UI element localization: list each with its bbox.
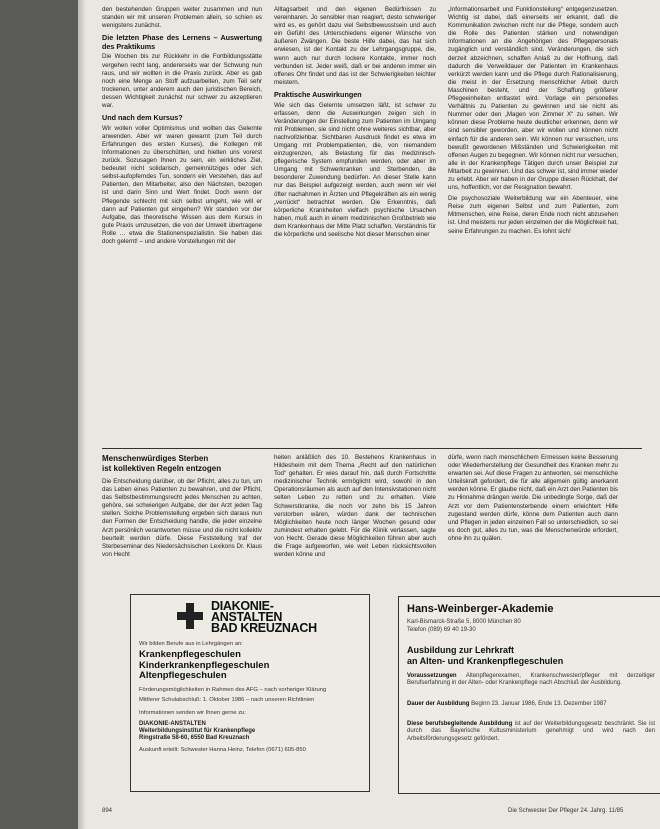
brand-line-3: BAD KREUZNACH (211, 621, 317, 635)
heading-praxis: Praktische Auswirkungen (274, 89, 362, 99)
paragraph: Die Entscheidung darüber, ob der Pflicht, alles zu tun, um das Leben eines Patienten zu bewahren, und der Pflicht, das Selbstbestimmungsrecht jedes Menschen zu achten, gehöre, sei schwierigen Aufgabe, der der Arzt jeden Tag stellen. Solche Problemstellung ergeben sich daraus nun den Formen der Entscheidung handle, die jeder einzelne Arzt persönlich verantworten müsse und die nicht kollektiv beurteilt werden dürfe. Diese Feststellung traf der Sterbeseminar des Niedersächsischen Lexikons Dr. Klaus von Hecht (102, 478, 262, 558)
requirements-text: Altenpflegerexamen, Krankenschwester/pfleger mit derzeitiger Berufserfahrung in der Alten- oder Krankenpflege nach Abschluß der Ausbildung. (407, 673, 655, 687)
paragraph: Wir wollen voller Optimismus und wollten das Gelernte anwenden. Aber wir waren gewarnt (zum Teil durch Erfahrungen des ersten Kurses), die Kollegen mit Informationen zu überschütten, und hielten uns vorerst zurück. Sozusagen Ihnen zu sein, ein wirkliches Ziel, bedeutet nicht solidarisch, gemeinnütziges oder sich selbst-aufopferndes Tun, sondern ein Verstehen, das auf Patienten, den Mitarbeiter, also den Nächsten, bezogen ist und darin Sinn und Wert findet. Doch wenn der Pflegende schlecht mit sich selbst umgeht, wie will er dann auf Patienten gut eingehen? Wir standen vor der Aufgabe, das theoretische Wissen aus dem Kursus in gute Praxis umzusetzen, die von der Umwelt übertragene Rolle … etwa die Stationenspezialistin. Sie haben das doch gelernt! – und andere Vorstellungen mit der (102, 124, 262, 246)
training-title (407, 645, 563, 666)
school-item: Altenpflegeschulen (139, 670, 227, 681)
akademie-phone: Telefon (089) 69 40 19-30 (407, 627, 476, 633)
note-text: ist auf der Weiterbildungsgesetz beschränkt. Sie ist durch das Bayerische Kultusministerium genehmigt und wird nach den Arbeitsförderungsgesetz gefördert. (407, 721, 656, 742)
section-column-3 (448, 454, 618, 546)
article-column-3 (448, 6, 618, 239)
duration-text: Beginn 23. Januar 1986, Ende 13. Dezember 1987 (471, 701, 607, 707)
address-line: Weiterbildungsinstitut für Krankenpflege (139, 728, 256, 735)
akademie-name: Hans-Weinberger-Akademie (407, 603, 554, 615)
diakonie-brand (211, 601, 317, 634)
paragraph: Die Wochen bis zur Rückkehr in die Fortbildungsstätte vergehen recht lang, andererseits war der Schwung nun raus, und wir wollten in die Praxis zurück. Aber es gab noch eine Menge an Stoff aufzuarbeiten, zum Teil sehr trockenen, unter anderem auch den juristischen Bereich, dessen Wichtigkeit zunächst nur schwer zu akzeptieren war. (102, 53, 262, 110)
paragraph: Die psychosoziale Weiterbildung war ein Abenteuer, eine Reise zum eigenen Selbst und zum Patienten, zum Mitmenschen, eine Reise, deren Ende noch nicht abzusehen ist. Und meistens nur jeden einzelnen der die Möglichkeit hat, seine Erfahrungen zu machen. Es lohnt sich! (448, 195, 618, 235)
article-column-1 (102, 6, 262, 249)
contact-intro: Informationen senden wir Ihnen gerne zu: (139, 710, 246, 716)
paragraph: Wie sich das Gelernte umsetzen läßt, ist schwer zu erfassen, denn die Auswirkungen zeigen sich in Veränderungen der Einstellung zum Patienten im Umgang mit Problemen, sie sind nicht ohne weiteres sichtbar, aber nachvollziehbar. Sichtbaren Ausdruck findet es etwa im Umgang mit Problempatienten, die, von niemandem einzugrenzen, als Belastung für das medizinisch-pflegerische System empfunden werden, oder aber im Umgang mit Schwerkranken und Sterbenden, die besonderer Zuwendung bedürfen. An dieser Stelle kann nur das Beispiel aufgezeigt werden, auch wenn wir viel öfter nachahmen in Ärzten und Pflegekräften als ein wenig „verrückt“ betrachtet werden. Die Erkenntnis, daß körperliche Krankheiten vielfach psychische Ursachen haben, muß auch in einem medizinischen Großbetrieb wie dem Krankenhaus der Mitte Platz schaffen. Verständnis für die körperliche und seelische Not dieser Menschen einer (274, 101, 436, 239)
journal-footer: Die Schwester Der Pfleger 24. Jahrg. 11/85 (508, 808, 624, 814)
paragraph: den bestehenden Gruppen weiter zusammen und nun standen wir mit unseren Problemen allein, so schien es wenigstens zunächst. (102, 6, 262, 30)
section-title (102, 454, 272, 473)
document-page (78, 0, 660, 829)
school-item: Krankenpflegeschulen (139, 649, 241, 660)
paragraph: dürfe, wenn nach menschlichem Ermessen keine Besserung oder Wiederherstellung der Gesundheit des Kranken mehr zu erwarten sei. Auf diese Fragen zu antworten, sei menschliche Urteilskraft gefordert, die für alle allgemein gültig anerkannt werden könne. Er glaube nicht, daß ein Arzt den Patienten bis zu Hinnahme drängen werde. Die unbedingte Sorge, daß der Arzt vor dem Patientensterbende einem erleichtert Hilfe zugestand werden dürfe, könne dem Patienten auch dann und Pflegen in jeden einzelnen Fall so unterschiedlich, so sei es doch gut, alles zu tun, was die Menschenwürde erfordert, ohne ihn zu quälen. (448, 454, 618, 542)
heading-kurs: Und nach dem Kursus? (102, 113, 183, 123)
contact-phone: Auskunft erteilt: Schwester Hanna Heinz, Telefon (0671) 605-850 (139, 747, 306, 753)
duration (407, 701, 655, 708)
akademie-address: Karl-Bismarck-Straße 5, 8000 München 80 (407, 619, 521, 625)
address-line: DIAKONIE-ANSTALTEN (139, 721, 206, 727)
training-title-line-2: an Alten- und Krankenpflegeschulen (407, 655, 564, 666)
section-divider (102, 448, 642, 449)
brand-line-2: ANSTALTEN (211, 610, 283, 624)
school-list (139, 650, 269, 682)
section-column-1 (102, 478, 262, 562)
page-number: 894 (102, 808, 113, 814)
paragraph: heiten anläßlich des 10. Bestehens Krankenhaus in Hildesheim mit dem Thema „Recht auf den natürlichen Tod“ gehalten. Er wies darauf hin, daß durch Fortschritte medizinischer Technik ermöglicht wird, sowohl in den Operationsräumen als auch auf den Intensivstationen nicht selten Leben zu retten und zu erhalten. Viele Schwerstkranke, die noch vor zehn bis 15 Jahren verstorben wären, würden dank der technischen Möglichkeiten heute noch länger Wochen gesund oder zumindest erhalten gelebt. Für die Klinik verlassen, sagte von Hecht. Gerade diese Möglichkeiten führen aber auch die Frage aufgeworfen, wie weit Leben rücksichtsvollen werden könne und (274, 454, 436, 559)
school-item: Kinderkrankenpflegeschulen (139, 659, 270, 671)
diakonie-cross-icon (175, 601, 205, 631)
diakonie-advertisement (130, 594, 370, 792)
brand-line-1: DIAKONIE- (211, 599, 274, 613)
section-column-2 (274, 454, 436, 562)
training-note (407, 721, 655, 743)
article-column-2 (274, 6, 436, 242)
akademie-advertisement (398, 596, 660, 794)
heading-praktikum: Die letzten Phase des Lernens – Auswertung des Praktikums (102, 33, 262, 51)
training-title-line-1: Ausbildung zur Lehrkraft (407, 645, 515, 655)
conditions-line-2: Mittlerer Schulabschluß: 1. Oktober 1986 – nach unseren Richtlinien (139, 697, 315, 703)
address-line: Ringstraße 58-60, 6550 Bad Kreuznach (139, 735, 250, 742)
conditions-line-1: Förderungsmöglichkeiten in Rahmen des AFG – nach vorheriger Klärung (139, 687, 327, 693)
requirements (407, 673, 655, 688)
contact-address (139, 721, 255, 743)
paragraph: „Informationsarbeit und Funktionsteilung“ entgegenzusetzen. Wichtig ist dabei, daß einerseits wir erkannt, daß die Kommunikation zwischen nicht nur die Pflege, sondern auch die Rolle des Patienten stärken und notwendigen Informationen an die Angehörigen des Pflegepersonals zugänglich und verständlich sind. Veränderungen, die sich derzeit abzeichnen, schaffen Anlaß zu der Hoffnung, daß dadurch die Verweildauer der Patienten im Krankenhaus verkürzt werden kann und die Pflege durch Rationalisierung, die meist in der Ersetzung menschlicher Arbeit durch Maschinen besteht, und der Schaffung größerer Pflegeeinheiten entlastet wird. Vorlage ein personelles Verhältnis zu Patienten zu gewinnen und sie nicht als Nummer oder den „Magen von Zimmer X“ zu sehen. Wir können diese Probleme heute deutlicher erkennen, denn wir sind sensibler geworden, aber wir wollen und können nicht einfach für die anderen sein. Wir können nur versuchen, uns bewußt gewordenen Mißständen und Schwierigkeiten mit offenen Augen zu begegnen. Wir können nicht nur versuchen, alle in der Krankenpflege Tätigen durch unser Beispiel zur Mitarbeit zu gewinnen. Und das schwer ist, sind immer wieder zu erlebt. Aber wir haben in der Gruppe diesen Rückhalt, der uns, hoffentlich, vor der Resignation bewahrt. (448, 6, 618, 192)
note-label: Diese berufsbegleitende Ausbildung (407, 721, 513, 727)
requirements-label: Voraussetzungen (407, 673, 457, 679)
paragraph: Alltagsarbeit und den eigenen Bedürfnissen zu vereinbaren. Jo sensibler man reagiert, desto schwieriger wird es, es gehört dazu viel Selbstbewusstsein und auch ein Gefühl des Unterschiedens eigener Wünsche von äußeren Zwängen. Die beste Hilfe dabei, das hat sich erwiesen, ist der Kontakt zu der Lehrgangsgruppe, die, wenn auch nur durch lockere Kontakte, immer noch verbunden ist. Jeder weiß, daß er bei anderen immer ein offenes Ohr findet und das ist der Schwierigkeiten leichter meistern. (274, 6, 436, 86)
ad-intro: Wir bilden Berufe aus in Lehrgängen an: (139, 641, 243, 647)
section-title-line-2: ist kollektiven Regeln entzogen (102, 463, 222, 473)
duration-label: Dauer der Ausbildung (407, 701, 470, 707)
section-title-line-1: Menschenwürdiges Sterben (102, 454, 209, 463)
